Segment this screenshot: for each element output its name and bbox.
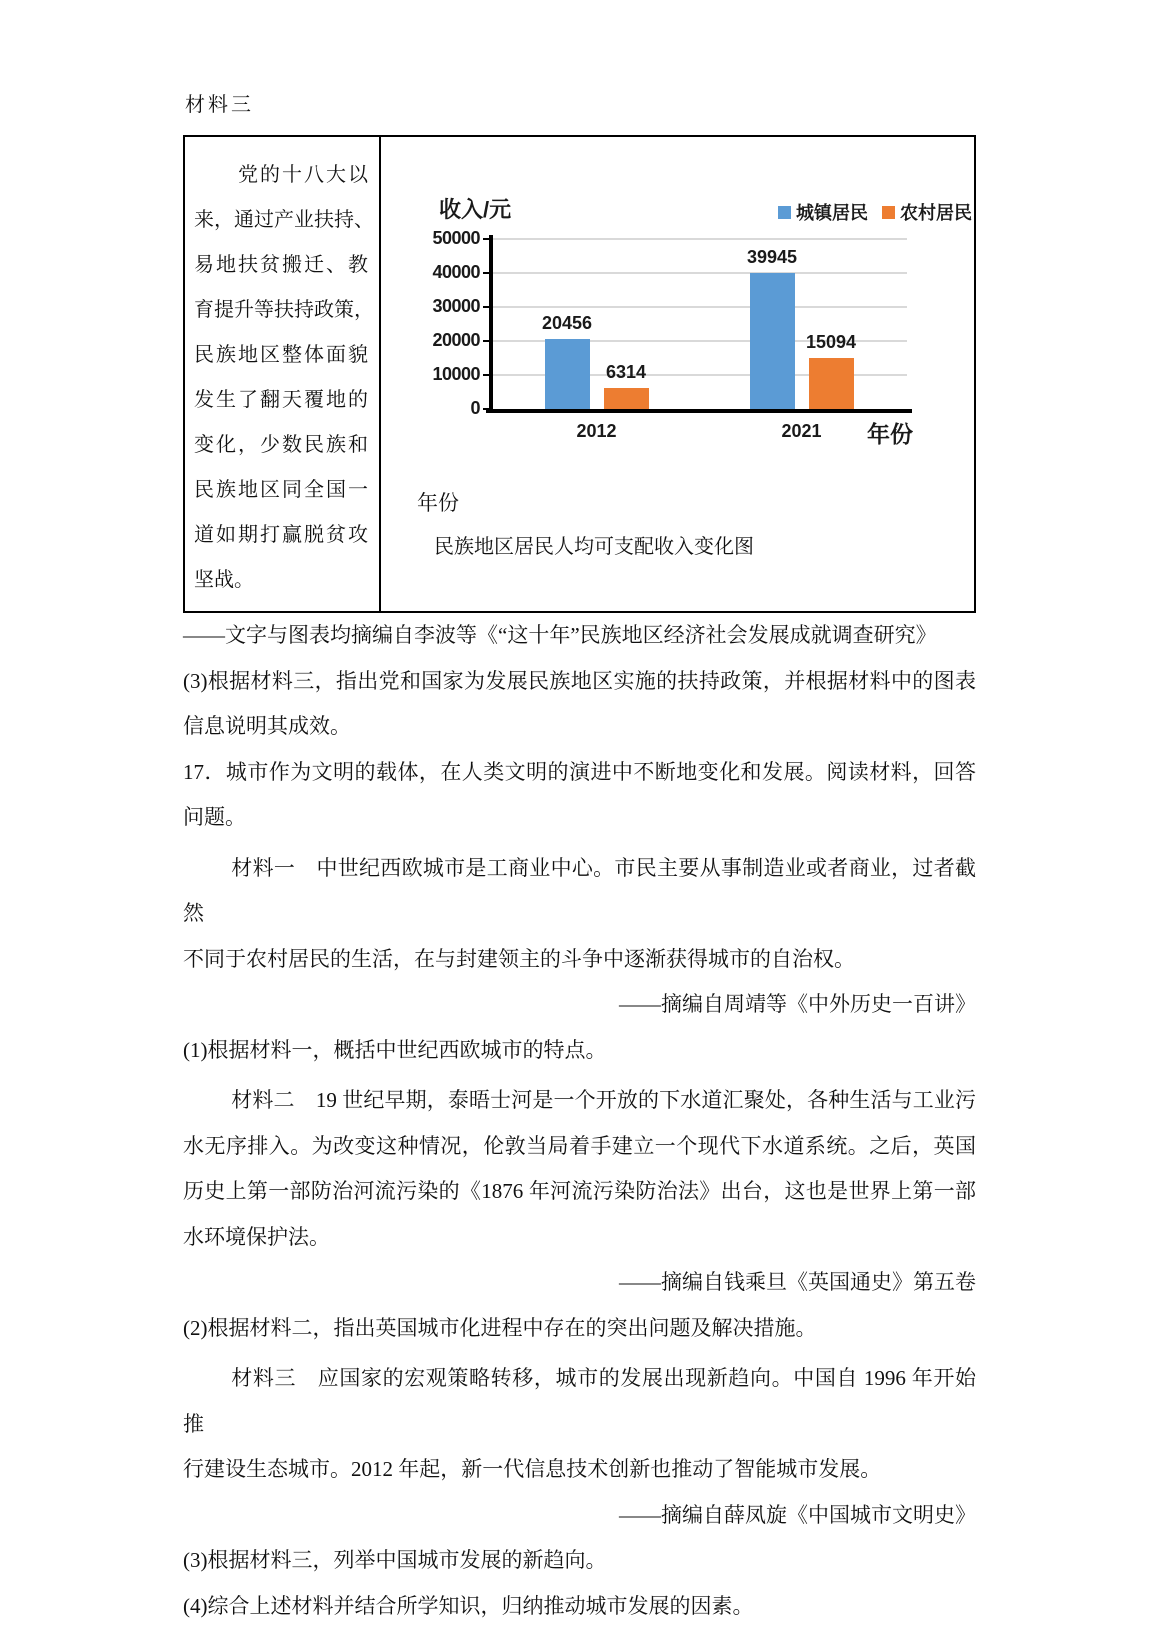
body-text-line: 水环境保护法。 [183, 1224, 330, 1249]
bar-value-label: 39945 [746, 247, 798, 268]
chart-caption: 民族地区居民人均可支配收入变化图 [434, 536, 754, 558]
body-text-line: 历史上第一部防治河流污染的《1876 年河流污染防治法》出台，这也是世界上第一部 [183, 1179, 976, 1203]
chart-x-axis-title: 年份 [867, 421, 913, 447]
material-text-line: 坚战。 [194, 569, 254, 591]
material-text-cell [185, 137, 381, 611]
material-box [183, 135, 976, 613]
body-text-line: 问题。 [183, 805, 246, 829]
y-tick-label: 0 [470, 398, 480, 418]
body-text-line: 材料一 中世纪西欧城市是工商业中心。市民主要从事制造业或者商业，过者截然 [183, 855, 976, 925]
body-text-line: (1)根据材料一，概括中世纪西欧城市的特点。 [183, 1037, 607, 1062]
body-text-line: 水无序排入。为改变这种情况，伦敦当局着手建立一个现代下水道系统。之后，英国 [183, 1133, 976, 1158]
x-tick-label: 2012 [576, 421, 617, 441]
body-text-line: (3)根据材料三，列举中国城市发展的新趋向。 [183, 1548, 607, 1572]
material-text-line: 变化，少数民族和 [194, 434, 368, 456]
legend-swatch [778, 206, 791, 219]
material-text-line: 来，通过产业扶持、 [194, 209, 374, 231]
body-text-line: (4)综合上述材料并结合所学知识，归纳推动城市发展的因素。 [183, 1593, 754, 1618]
y-tick-label: 50000 [432, 228, 480, 248]
y-gridline [491, 306, 907, 308]
legend-item [882, 199, 972, 225]
y-gridline [491, 238, 907, 240]
y-tick-label: 20000 [432, 330, 480, 350]
y-tick-label: 10000 [432, 364, 480, 384]
chart-y-axis-title: 收入/元 [439, 197, 512, 222]
body-text-line: ——文字与图表均摘编自李波等《“这十年”民族地区经济社会发展成就调查研究》 [183, 623, 937, 647]
x-tick-label: 2021 [781, 421, 822, 441]
bar-value-label: 6314 [605, 361, 647, 382]
bar-value-label: 20456 [541, 313, 593, 334]
x-axis-line [486, 409, 912, 413]
bar-value-label: 15094 [805, 331, 857, 352]
legend-item [778, 199, 868, 225]
legend-label: 农村居民 [900, 203, 972, 223]
legend-label: 城镇居民 [796, 203, 868, 223]
material-three-label: 材料三 [185, 94, 254, 116]
body-text-line: 17．城市作为文明的载体，在人类文明的演进中不断地变化和发展。阅读材料，回答 [183, 759, 976, 784]
body-text-line: 材料三 应国家的宏观策略转移，城市的发展出现新趋向。中国自 1996 年开始推 [183, 1366, 976, 1436]
y-tick-label: 40000 [432, 262, 480, 282]
body-text-line: 材料二 19 世纪早期，泰晤士河是一个开放的下水道汇聚处，各种生活与工业污 [231, 1088, 976, 1112]
body-text-line: (2)根据材料二，指出英国城市化进程中存在的突出问题及解决措施。 [183, 1315, 817, 1340]
material-text-line: 民族地区同全国一 [194, 479, 368, 501]
body-text-line: 不同于农村居民的生活，在与封建领主的斗争中逐渐获得城市的自治权。 [183, 946, 855, 971]
body-text-line: 行建设生态城市。2012 年起，新一代信息技术创新也推动了智能城市发展。 [183, 1457, 882, 1481]
y-gridline [491, 272, 907, 274]
stray-axis-label: 年份 [417, 491, 459, 515]
body-text-line: 信息说明其成效。 [183, 714, 351, 738]
y-axis-line [489, 235, 493, 413]
document-body [183, 613, 976, 1629]
chart-legend [778, 199, 972, 225]
chart-cell [381, 137, 974, 611]
material-text-line: 育提升等扶持政策， [194, 299, 374, 321]
bar-series-1 [604, 388, 649, 409]
legend-swatch [882, 206, 895, 219]
material-text-line: 易地扶贫搬迁、教 [194, 254, 368, 276]
material-text-line: 党的十八大以 [238, 164, 368, 186]
bar-series-1 [809, 358, 854, 409]
body-text-line: ——摘编自周靖等《中外历史一百讲》 [619, 992, 976, 1016]
material-text-line: 民族地区整体面貌 [194, 344, 368, 366]
material-text-line: 发生了翻天覆地的 [194, 389, 368, 411]
y-tick-label: 30000 [432, 296, 480, 316]
body-text-line: (3)根据材料三，指出党和国家为发展民族地区实施的扶持政策，并根据材料中的图表 [183, 668, 976, 693]
body-text-line: ——摘编自钱乘旦《英国通史》第五卷 [619, 1270, 976, 1294]
material-text-line: 道如期打赢脱贫攻 [194, 524, 368, 546]
body-text-line: ——摘编自薛凤旋《中国城市文明史》 [619, 1502, 976, 1527]
